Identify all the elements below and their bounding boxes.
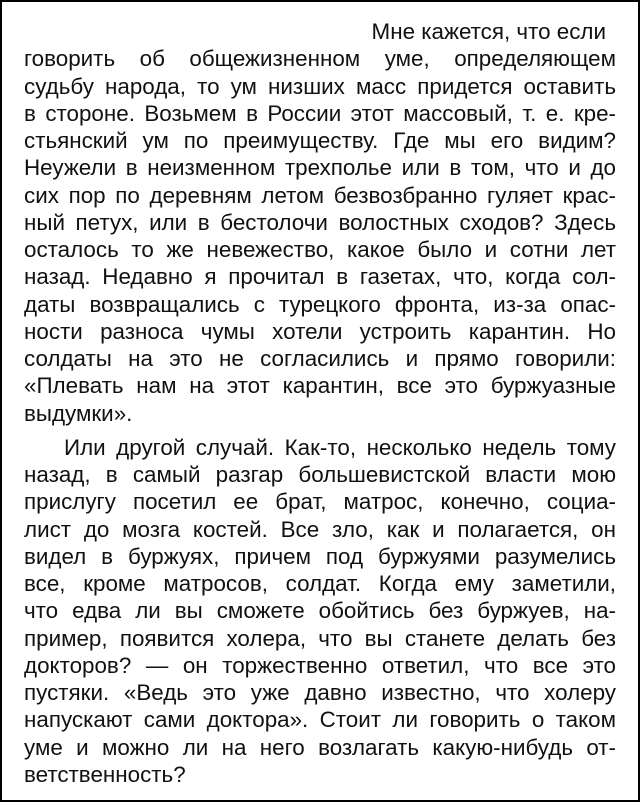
text-line: уме и можно ли на него возлагать какую-нибудь от- [24, 734, 616, 760]
text-line: пример, появится холера, что вы станете делать без [24, 625, 616, 651]
text-line: все, кроме матросов, солдат. Когда ему заметили, [24, 571, 616, 596]
text-line: видел в буржуях, причем под буржуями разумелись [24, 543, 616, 569]
text-line: говорить об общежизненном уме, определяющем [24, 46, 616, 72]
text-line: солдаты на это не согласились и прямо говорили: [24, 346, 616, 371]
paragraph-2 [24, 434, 616, 788]
text-line: докторов? — он торжественно ответил, что все это [24, 652, 616, 678]
text-line: ности разноса чумы хотели устроить карантин. Но [24, 318, 616, 344]
text-line: ветственность? [24, 761, 186, 787]
text-line: напускают сами доктора». Стоит ли говорить о таком [24, 707, 616, 733]
text-line: назад. Недавно я прочитал в газетах, что, когда сол- [24, 264, 616, 290]
text-line: «Плевать нам на этот карантин, все это буржуазные [24, 373, 616, 399]
text-line: стьянский ум по преимуществу. Где мы его видим? [24, 128, 616, 153]
text-line: лист до мозга костей. Все зло, как и полагается, он [24, 516, 616, 542]
text-line: осталось то же невежество, какое было и сотни лет [24, 237, 616, 262]
text-line: Неужели в неизменном трехполье или в том, что и до [24, 155, 616, 181]
text-line: Или другой случай. Как-то, несколько недель тому [64, 434, 616, 460]
text-line: судьбу народа, то ум низших масс придется оставить [24, 73, 616, 99]
text-line: в стороне. Возьмем в России этот массовый, т. е. кре- [24, 100, 616, 126]
text-line: даты возвращались с турецкого фронта, из-за опас- [24, 291, 616, 317]
text-line: прислугу посетил ее брат, матрос, конечно, социа- [24, 489, 616, 515]
text-line: выдумки». [24, 400, 133, 426]
paragraph-1 [24, 18, 616, 427]
text-line: Мне кажется, что если [371, 19, 606, 44]
text-line: ный петух, или в бестолочи волостных сходов? Здесь [24, 209, 616, 235]
text-line: сих пор по деревням летом безвозбранно гуляет крас- [24, 182, 616, 208]
text-line: назад, в самый разгар большевистской власти мою [24, 462, 616, 487]
text-line: пустяки. «Ведь это уже давно известно, что холеру [24, 680, 616, 705]
text-line: что едва ли вы сможете обойтись без буржуев, на- [24, 598, 616, 624]
